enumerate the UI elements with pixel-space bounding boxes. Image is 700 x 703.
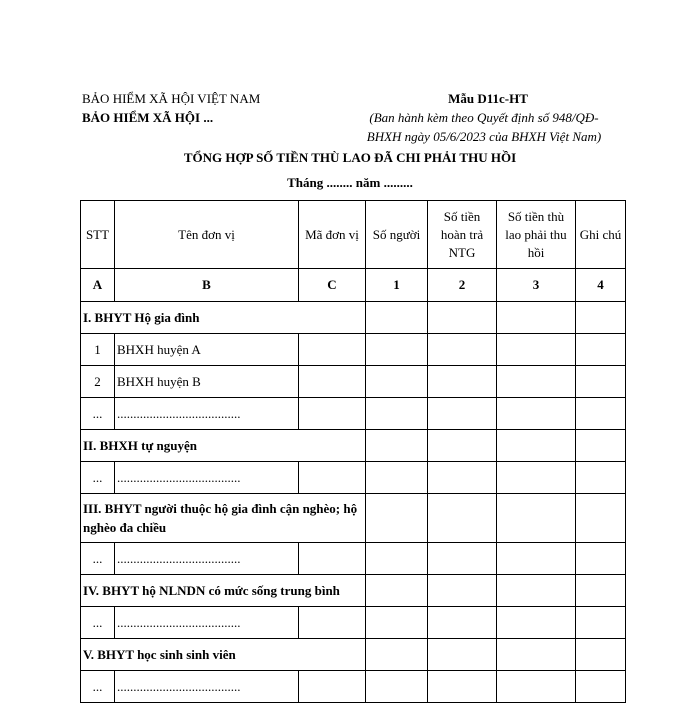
cell (428, 639, 497, 671)
row-stt: ... (81, 462, 115, 494)
cell (366, 302, 428, 334)
cell (576, 462, 626, 494)
cell (576, 430, 626, 462)
table-header-row (81, 201, 626, 269)
row-unit-name: BHXH huyện A (115, 334, 299, 366)
cell (299, 334, 366, 366)
cell (576, 607, 626, 639)
cell (299, 607, 366, 639)
section-row (81, 639, 626, 671)
col-header-unit-name: Tên đơn vị (115, 201, 299, 269)
col-code: B (115, 269, 299, 302)
table-row (81, 671, 626, 703)
document-title: TỔNG HỢP SỐ TIỀN THÙ LAO ĐÃ CHI PHẢI THU HỒI (183, 150, 517, 165)
cell (576, 334, 626, 366)
cell (428, 575, 497, 607)
cell (299, 462, 366, 494)
table-row (81, 366, 626, 398)
col-code: A (81, 269, 115, 302)
cell (299, 366, 366, 398)
reporting-period: Tháng ........ năm ......... (287, 175, 413, 190)
cell (497, 543, 576, 575)
cell (576, 302, 626, 334)
cell (497, 398, 576, 430)
cell (576, 543, 626, 575)
section-row (81, 575, 626, 607)
cell (428, 462, 497, 494)
cell (497, 575, 576, 607)
row-stt: 1 (81, 334, 115, 366)
col-code: 1 (366, 269, 428, 302)
cell (428, 494, 497, 543)
cell (428, 398, 497, 430)
cell (366, 671, 428, 703)
cell (366, 607, 428, 639)
row-unit-name: ...................................... (115, 607, 299, 639)
cell (428, 302, 497, 334)
section-row (81, 302, 626, 334)
row-stt: ... (81, 543, 115, 575)
cell (497, 302, 576, 334)
table-row (81, 462, 626, 494)
form-info (358, 89, 610, 146)
row-unit-name: BHXH huyện B (115, 366, 299, 398)
row-unit-name: ...................................... (115, 543, 299, 575)
cell (366, 639, 428, 671)
cell (428, 334, 497, 366)
cell (576, 398, 626, 430)
cell (576, 671, 626, 703)
row-stt: ... (81, 607, 115, 639)
cell (366, 334, 428, 366)
col-header-refund: Số tiền hoàn trả NTG (428, 201, 497, 269)
agency-branch: BẢO HIỂM XÃ HỘI ... (82, 110, 214, 125)
cell (428, 430, 497, 462)
table-row (81, 543, 626, 575)
issued-note-line2: BHXH ngày 05/6/2023 của BHXH Việt Nam) (366, 129, 602, 144)
col-header-stt: STT (81, 201, 115, 269)
agency-name: BẢO HIỂM XÃ HỘI VIỆT NAM (82, 91, 261, 106)
cell (366, 543, 428, 575)
cell (497, 639, 576, 671)
cell (497, 366, 576, 398)
cell (428, 543, 497, 575)
col-code: 3 (497, 269, 576, 302)
section-title: II. BHXH tự nguyện (81, 430, 366, 462)
row-stt: 2 (81, 366, 115, 398)
cell (576, 575, 626, 607)
cell (366, 366, 428, 398)
cell (497, 334, 576, 366)
section-row (81, 494, 626, 543)
issuing-agency (82, 89, 260, 127)
row-unit-name: ...................................... (115, 398, 299, 430)
issued-note-line1: (Ban hành kèm theo Quyết định số 948/QĐ- (369, 110, 599, 125)
cell (366, 462, 428, 494)
col-header-recover: Số tiền thù lao phải thu hồi (497, 201, 576, 269)
cell (576, 494, 626, 543)
cell (576, 366, 626, 398)
cell (299, 543, 366, 575)
summary-table (80, 200, 626, 703)
cell (428, 366, 497, 398)
row-stt: ... (81, 398, 115, 430)
cell (497, 462, 576, 494)
cell (366, 575, 428, 607)
row-unit-name: ...................................... (115, 462, 299, 494)
col-code: 4 (576, 269, 626, 302)
cell (497, 607, 576, 639)
section-title: V. BHYT học sinh sinh viên (81, 639, 366, 671)
column-code-row (81, 269, 626, 302)
table-row (81, 607, 626, 639)
cell (366, 494, 428, 543)
section-title: III. BHYT người thuộc hộ gia đình cận nghèo; hộ nghèo đa chiều (81, 494, 366, 543)
cell (497, 430, 576, 462)
col-header-people: Số người (366, 201, 428, 269)
section-title: I. BHYT Hộ gia đình (81, 302, 366, 334)
section-title: IV. BHYT hộ NLNDN có mức sống trung bình (81, 575, 366, 607)
cell (299, 671, 366, 703)
col-header-unit-code: Mã đơn vị (299, 201, 366, 269)
col-header-note: Ghi chú (576, 201, 626, 269)
table-row (81, 334, 626, 366)
cell (576, 639, 626, 671)
cell (428, 671, 497, 703)
row-stt: ... (81, 671, 115, 703)
row-unit-name: ...................................... (115, 671, 299, 703)
table-row (81, 398, 626, 430)
col-code: C (299, 269, 366, 302)
form-code: Mẫu D11c-HT (448, 91, 528, 106)
cell (366, 398, 428, 430)
section-row (81, 430, 626, 462)
cell (428, 607, 497, 639)
cell (299, 398, 366, 430)
cell (497, 494, 576, 543)
col-code: 2 (428, 269, 497, 302)
cell (366, 430, 428, 462)
cell (497, 671, 576, 703)
